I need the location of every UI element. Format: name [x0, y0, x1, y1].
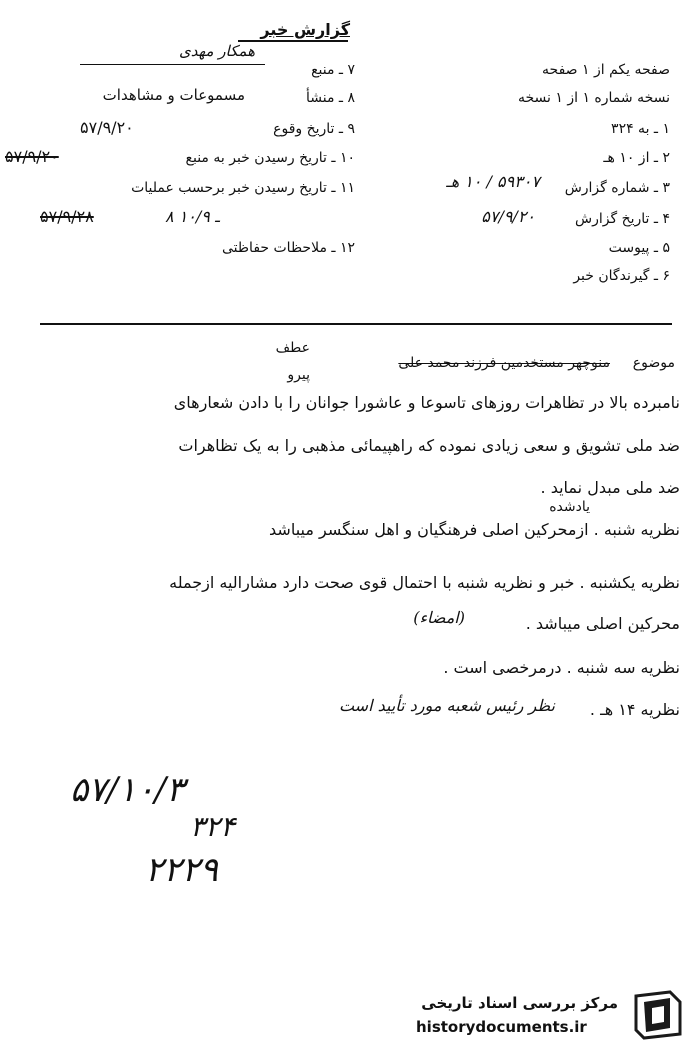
page-line: صفحه یکم از ۱ صفحه: [542, 62, 670, 78]
opinion-tuesday: نظریه سه شنبه . درمرخصی است .: [443, 658, 680, 677]
stamp-number: ۳۲۴: [190, 810, 236, 843]
watermark-url: historydocuments.ir: [416, 1018, 587, 1036]
origin-value: مسموعات و مشاهدات: [102, 86, 245, 104]
attachment-label: ۵ ـ پیوست: [608, 240, 670, 256]
stamp-date: ۵۷/۱۰/۳: [70, 770, 185, 810]
report-date-value: ۵۷/۹/۲۰: [481, 207, 535, 226]
report-title: گزارش خبر: [260, 20, 350, 39]
event-date-value: ۵۷/۹/۲۰: [80, 118, 134, 137]
copy-line: نسخه شماره ۱ از ۱ نسخه: [517, 90, 670, 106]
report-date-label: ۴ ـ تاریخ گزارش: [575, 211, 670, 227]
body-line-2: ضد ملی تشویق و سعی زیادی نموده که راهپیمائی مذهبی را به یک تظاهرات: [178, 436, 680, 455]
watermark: [408, 984, 693, 1044]
opinion-14h-label: نظریه ۱۴ هـ .: [589, 700, 680, 719]
ops-receipt-label: ۱۱ ـ تاریخ رسیدن خبر برحسب عملیات: [131, 180, 355, 196]
section-divider: [40, 323, 672, 325]
subject-label: موضوع: [632, 355, 675, 371]
ops-receipt-value: ۵۷/۹/۲۸: [40, 207, 94, 226]
subject-text: منوچهر مستخدمین فرزند محمد علی: [398, 355, 610, 371]
watermark-title: مرکز بررسی اسناد تاریخی: [421, 994, 618, 1012]
source-receipt-label: ۱۰ ـ تاریخ رسیدن خبر به منبع: [185, 150, 355, 166]
ops-receipt-time: ۸ ـ ۱۰/۹: [165, 207, 220, 226]
opinion-saturday: نظریه شنبه . ازمحرکین اصلی فرهنگیان و اهل سنگسر میباشد: [269, 520, 680, 539]
report-number-label: ۳ ـ شماره گزارش: [564, 180, 670, 196]
body-line-1: نامبرده بالا در تظاهرات روزهای تاسوعا و عاشورا جوانان را با دادن شعارهای: [173, 393, 680, 412]
stamp-registry: ۲۲۲۹: [145, 850, 219, 890]
item-to: ۱ ـ به ۳۲۴: [611, 121, 670, 137]
source-value: همکار مهدی: [178, 42, 255, 60]
subject-note-top: عطف: [275, 340, 310, 356]
item-from: ۲ ـ از ۱۰ هـ: [603, 150, 670, 166]
source-receipt-value: ۵۷/۹/۲۰: [5, 147, 59, 166]
source-label: ۷ ـ منبع: [311, 62, 355, 78]
opinion-sunday-1: نظریه یکشنبه . خبر و نظریه شنبه با احتمال قوی صحت دارد مشارالیه ازجمله: [169, 573, 680, 592]
body-insert: یادشده: [549, 499, 590, 515]
source-line: [80, 64, 265, 65]
subject-note-bottom: پیرو: [287, 367, 310, 383]
opinion-sunday-2: محرکین اصلی میباشد .: [525, 614, 680, 633]
body-line-3: ضد ملی مبدل نماید .: [540, 478, 680, 497]
opinion-14h-handwriting: نظر رئیس شعبه مورد تأیید است: [338, 696, 555, 715]
report-number-value: ۵۹۳۰۷ / ۱۰ هـ: [446, 172, 540, 191]
event-date-label: ۹ ـ تاریخ وقوع: [273, 121, 355, 137]
archive-logo-icon: [630, 988, 686, 1040]
opinion-sunday-signature: (امضاء): [413, 608, 465, 627]
security-label: ۱۲ ـ ملاحظات حفاظتی: [222, 240, 355, 256]
origin-label: ۸ ـ منشأ: [305, 90, 355, 106]
recipients-label: ۶ ـ گیرندگان خبر: [573, 268, 670, 284]
